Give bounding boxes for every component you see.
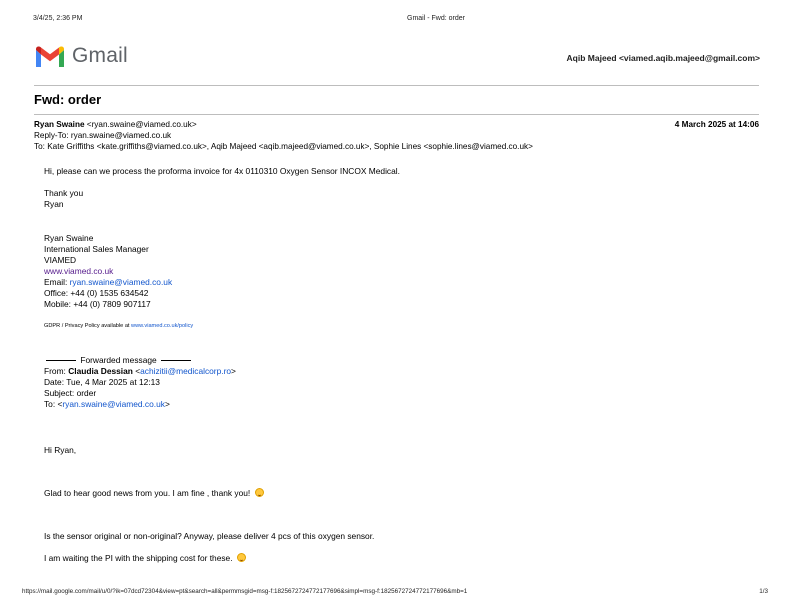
forwarded-label: Forwarded message: [80, 355, 157, 365]
forwarded-from-line: [44, 366, 236, 377]
recipients-line: [34, 142, 533, 152]
signature-company: VIAMED: [44, 255, 77, 265]
signature-email-label: Email:: [44, 277, 70, 287]
page-number: 1/3: [759, 588, 768, 595]
sender-name: Ryan Swaine: [34, 120, 85, 129]
print-datetime: 3/4/25, 2:36 PM: [33, 15, 83, 22]
to-label: To:: [34, 142, 45, 151]
forwarded-to-line: [44, 399, 170, 410]
recipients: Kate Griffiths <kate.griffiths@viamed.co.uk>, Aqib Majeed <aqib.majeed@viamed.co.uk>, Sophie Lines <sophie.lines@viamed.co.uk>: [47, 142, 533, 151]
body-intro: Hi, please can we process the proforma invoice for 4x 0110310 Oxygen Sensor INCOX Medical.: [44, 166, 400, 176]
print-page-title: Gmail - Fwd: order: [407, 15, 465, 22]
email-date: 4 March 2025 at 14:06: [674, 120, 759, 129]
divider: [34, 85, 759, 86]
signature-title: International Sales Manager: [44, 244, 149, 254]
account-email: Aqib Majeed <viamed.aqib.majeed@gmail.com>: [566, 53, 760, 63]
divider: [161, 360, 191, 361]
sender-address: <ryan.swaine@viamed.co.uk>: [86, 120, 197, 129]
reply-to-line: [34, 131, 171, 141]
gdpr-line: [44, 323, 193, 330]
forwarded-marker: [44, 355, 193, 366]
forwarded-from-label: From:: [44, 366, 69, 376]
message-waiting-line: [44, 553, 246, 564]
divider: [46, 360, 76, 361]
signature-email-link[interactable]: ryan.swaine@viamed.co.uk: [69, 277, 173, 287]
message-greeting: Hi Ryan,: [44, 445, 77, 455]
forwarded-from-link[interactable]: achizitii@medicalcorp.ro: [140, 366, 232, 376]
bracket: >: [231, 366, 236, 376]
message-glad: Glad to hear good news from you. I am fine , thank you!: [44, 488, 251, 498]
sender-line: [34, 120, 197, 130]
gdpr-text: GDPR / Privacy Policy available at: [44, 323, 132, 329]
bracket: <: [135, 366, 141, 376]
signature-name: Ryan Swaine: [44, 233, 94, 243]
forwarded-to-link[interactable]: ryan.swaine@viamed.co.uk: [62, 399, 165, 409]
forwarded-date: Date: Tue, 4 Mar 2025 at 12:13: [44, 377, 160, 387]
message-question: Is the sensor original or non-original? Anyway, please deliver 4 pcs of this oxygen sensor.: [44, 531, 375, 541]
forwarded-to-label: To: <: [44, 399, 63, 409]
smiley-icon: [237, 553, 246, 562]
body-thanks: Thank you: [44, 188, 84, 198]
gmail-logo-icon: [34, 45, 66, 69]
signature-mobile: Mobile: +44 (0) 7809 907117: [44, 299, 151, 309]
message-waiting: I am waiting the PI with the shipping cost for these.: [44, 553, 233, 563]
gmail-wordmark: Gmail: [72, 44, 128, 67]
divider: [34, 114, 759, 115]
forwarded-subject: Subject: order: [44, 388, 97, 398]
signature-website-link[interactable]: www.viamed.co.uk: [44, 266, 114, 276]
gdpr-policy-link[interactable]: www.viamed.co.uk/policy: [131, 323, 194, 329]
forwarded-from-name: Claudia Dessian: [68, 366, 133, 376]
message-glad-line: [44, 488, 264, 499]
smiley-icon: [255, 488, 264, 497]
signature-office: Office: +44 (0) 1535 634542: [44, 288, 149, 298]
reply-to-label: Reply-To:: [34, 131, 69, 140]
signature-email-line: [44, 277, 172, 288]
email-subject: Fwd: order: [34, 92, 102, 107]
bracket: >: [164, 399, 170, 409]
body-sign-name: Ryan: [44, 199, 64, 209]
footer-url: https://mail.google.com/mail/u/0/?ik=07dcd72304&view=pt&search=all&permmsgid=msg-f:1825672724772177696&simpl=msg-f:1825672724772177696&mb=1: [22, 588, 468, 595]
reply-to-address: ryan.swaine@viamed.co.uk: [70, 131, 172, 140]
